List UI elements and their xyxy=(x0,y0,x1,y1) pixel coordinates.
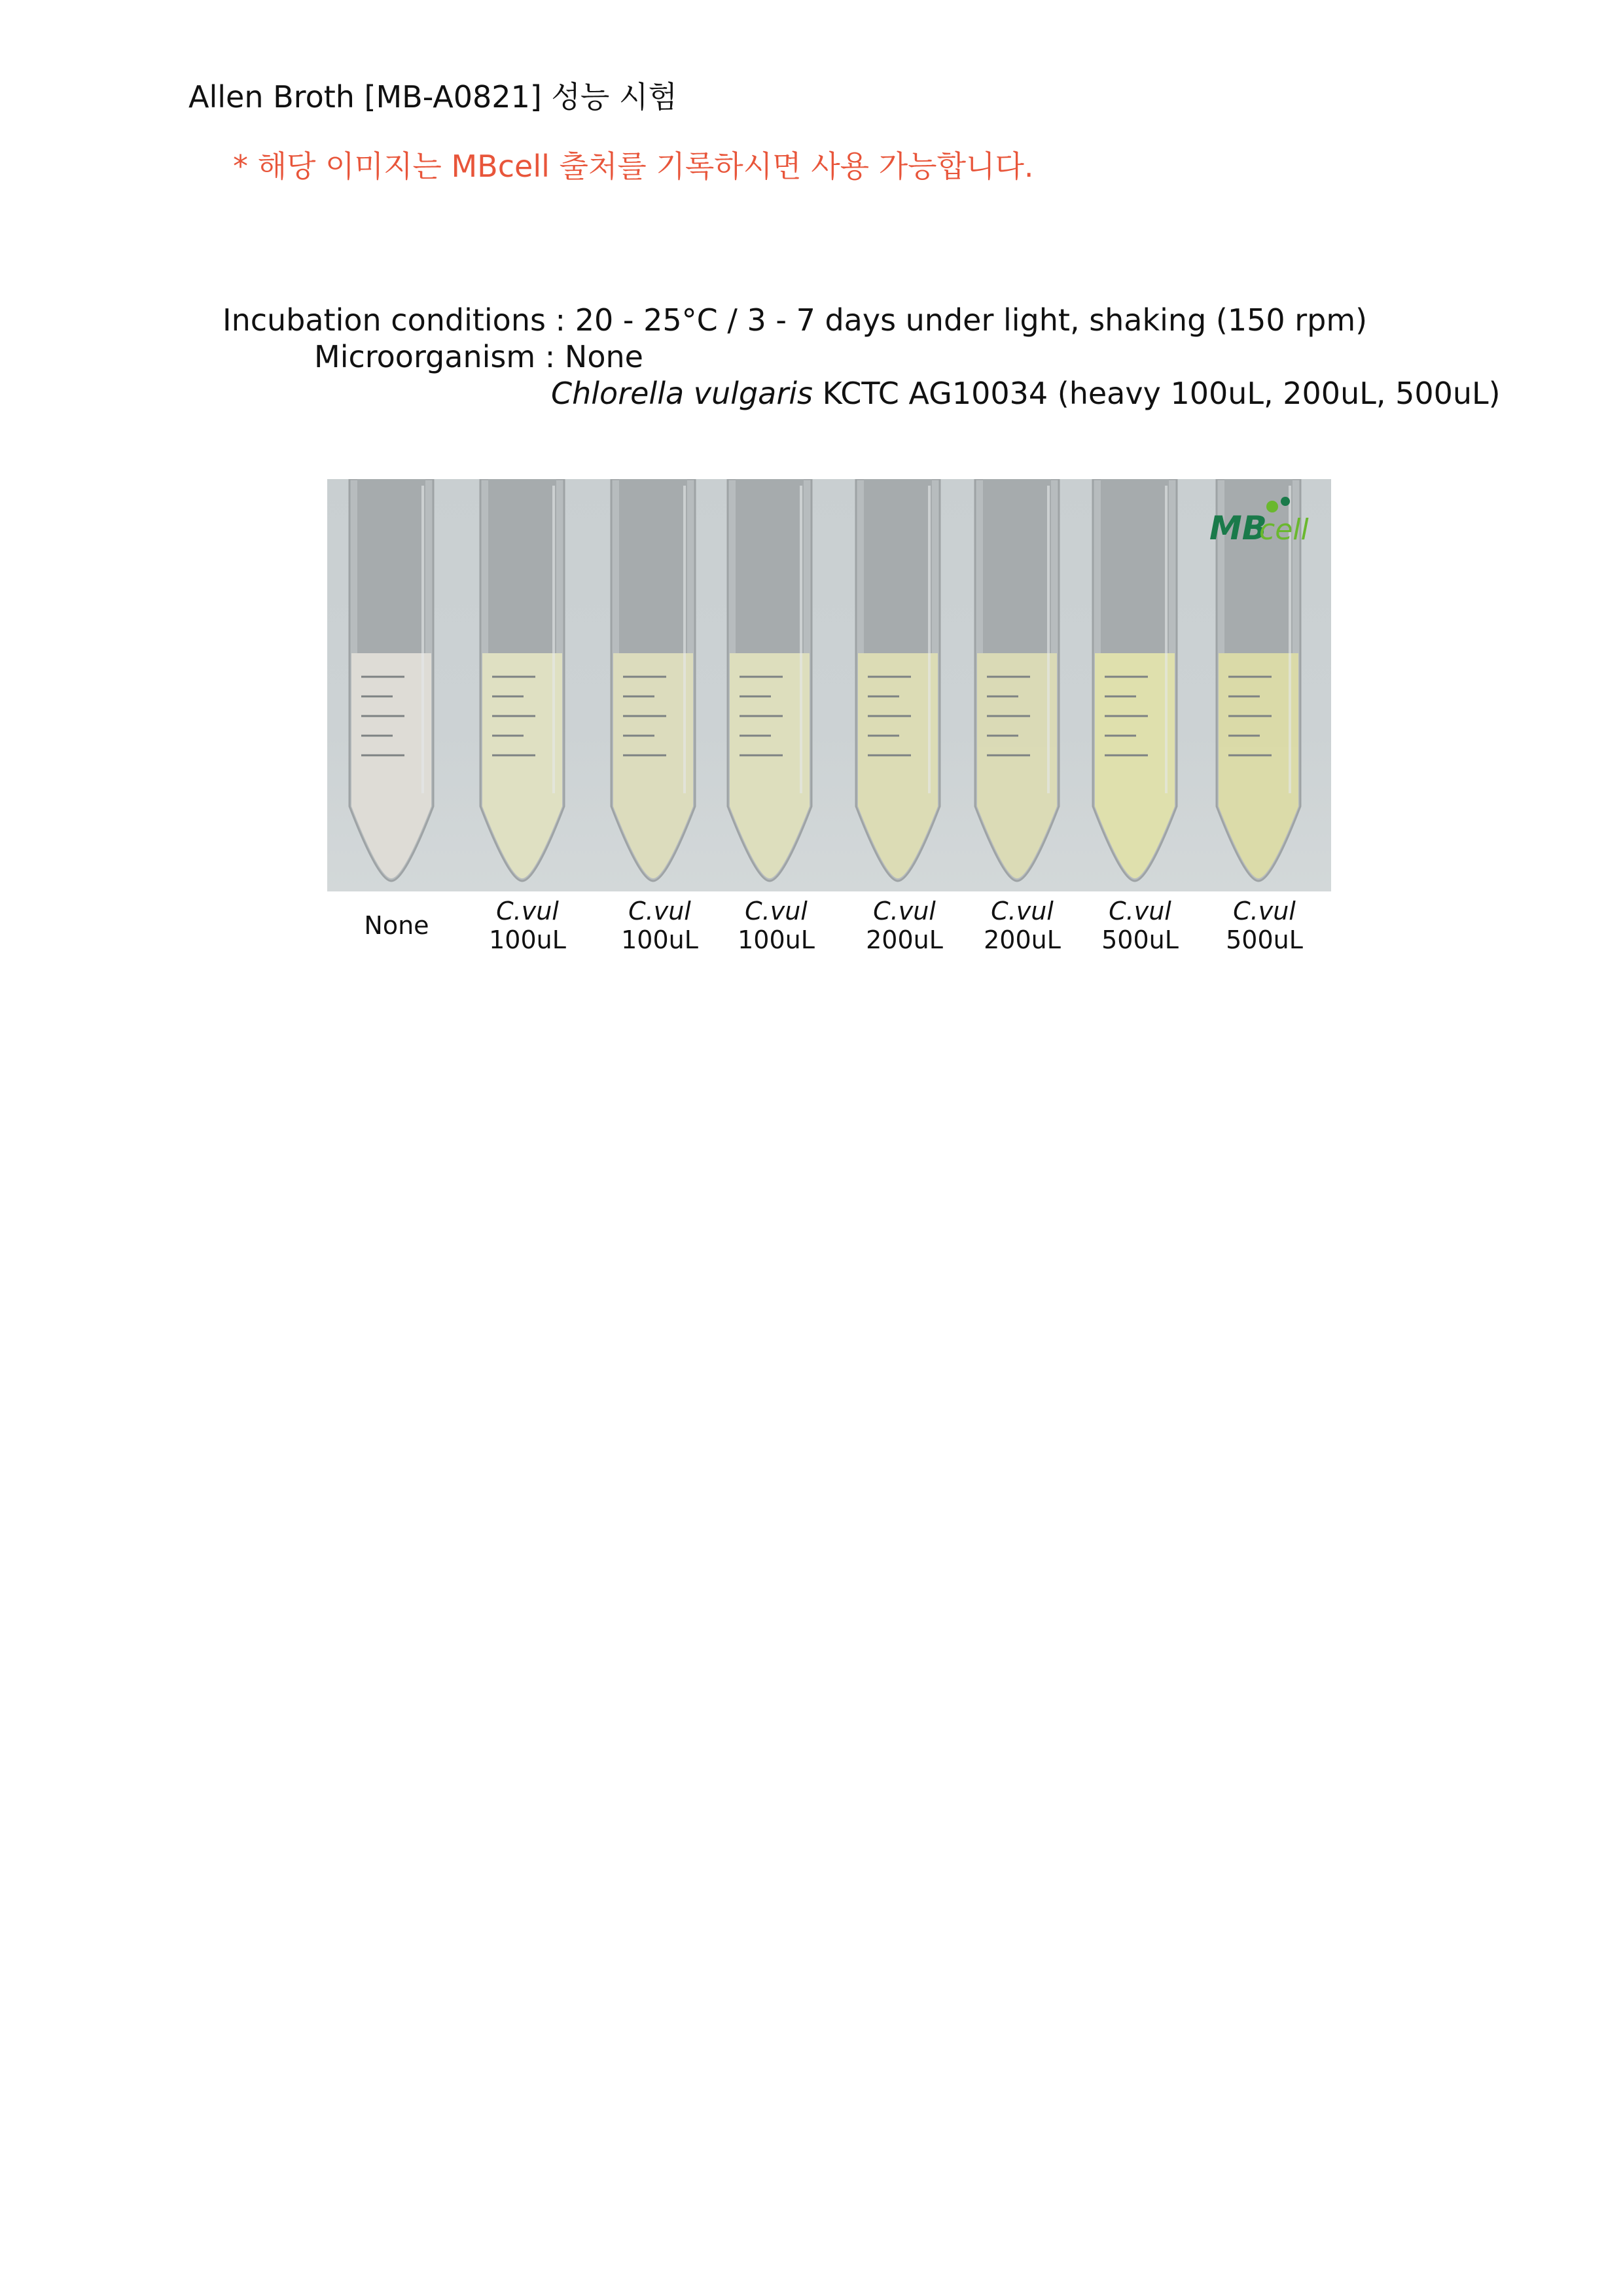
microorganism-value: None xyxy=(564,339,643,374)
organism-line xyxy=(551,374,1501,412)
mbcell-logo-mb: MB xyxy=(1209,509,1267,547)
mbcell-logo-cell: cell xyxy=(1259,513,1309,547)
tube-label-line1: C.vul xyxy=(873,897,936,925)
tube-label-line1: C.vul xyxy=(1109,897,1171,925)
tube-label-line1: C.vul xyxy=(745,897,808,925)
organism-strain: KCTC AG10034 (heavy 100uL, 200uL, 500uL) xyxy=(822,376,1501,411)
tube-sediment-5 xyxy=(859,747,937,877)
tube-label-8 xyxy=(1205,897,1323,954)
incubation-value: 20 - 25°C / 3 - 7 days under light, shaking (150 rpm) xyxy=(575,302,1368,338)
organism-species: Chlorella vulgaris xyxy=(551,376,813,411)
tube-label-line1: C.vul xyxy=(628,897,691,925)
tube-air-8 xyxy=(1224,479,1293,653)
tube-label-line2: 500uL xyxy=(1101,925,1179,954)
tube-label-1 xyxy=(338,911,455,940)
tube-label-line1: C.vul xyxy=(991,897,1054,925)
incubation-label: Incubation conditions : xyxy=(223,302,566,338)
tube-label-6 xyxy=(963,897,1081,954)
page-title: Allen Broth [MB-A0821] 성능 시험 xyxy=(188,79,677,115)
tube-photo-illustration xyxy=(327,479,1331,891)
tube-sediment-1 xyxy=(352,747,431,877)
tube-label-line1: C.vul xyxy=(496,897,559,925)
tube-label-line2: 100uL xyxy=(738,925,815,954)
tube-label-7 xyxy=(1081,897,1199,954)
logo-leaf-icon xyxy=(1266,501,1278,512)
tube-sediment-6 xyxy=(978,747,1056,877)
tube-label-2 xyxy=(469,897,586,954)
tube-sediment-7 xyxy=(1096,747,1174,877)
tube-label-line2: 200uL xyxy=(866,925,943,954)
tube-air-3 xyxy=(619,479,687,653)
incubation-conditions-line xyxy=(223,301,1367,339)
tube-label-5 xyxy=(846,897,963,954)
tube-air-1 xyxy=(357,479,425,653)
tube-sediment-8 xyxy=(1219,747,1298,877)
tube-label-3 xyxy=(601,897,719,954)
tube-air-5 xyxy=(864,479,932,653)
microorganism-label: Microorganism : xyxy=(314,339,556,374)
microorganism-line xyxy=(314,338,643,376)
logo-leaf-icon xyxy=(1281,497,1290,506)
tube-label-line2: 200uL xyxy=(984,925,1061,954)
tube-label-line2: 100uL xyxy=(489,925,566,954)
tube-air-2 xyxy=(488,479,556,653)
tube-sediment-2 xyxy=(483,747,562,877)
tube-label-4 xyxy=(717,897,835,954)
tube-label-line2: 100uL xyxy=(621,925,698,954)
tube-sediment-3 xyxy=(614,747,692,877)
tube-air-6 xyxy=(983,479,1051,653)
tube-label-line1: None xyxy=(364,911,429,940)
tube-sediment-4 xyxy=(730,747,809,877)
tube-label-line1: C.vul xyxy=(1233,897,1296,925)
tube-air-4 xyxy=(736,479,804,653)
usage-notice: * 해당 이미지는 MBcell 출처를 기록하시면 사용 가능합니다. xyxy=(233,149,1034,184)
tube-label-line2: 500uL xyxy=(1226,925,1303,954)
tube-photo xyxy=(327,479,1331,891)
tube-air-7 xyxy=(1101,479,1169,653)
